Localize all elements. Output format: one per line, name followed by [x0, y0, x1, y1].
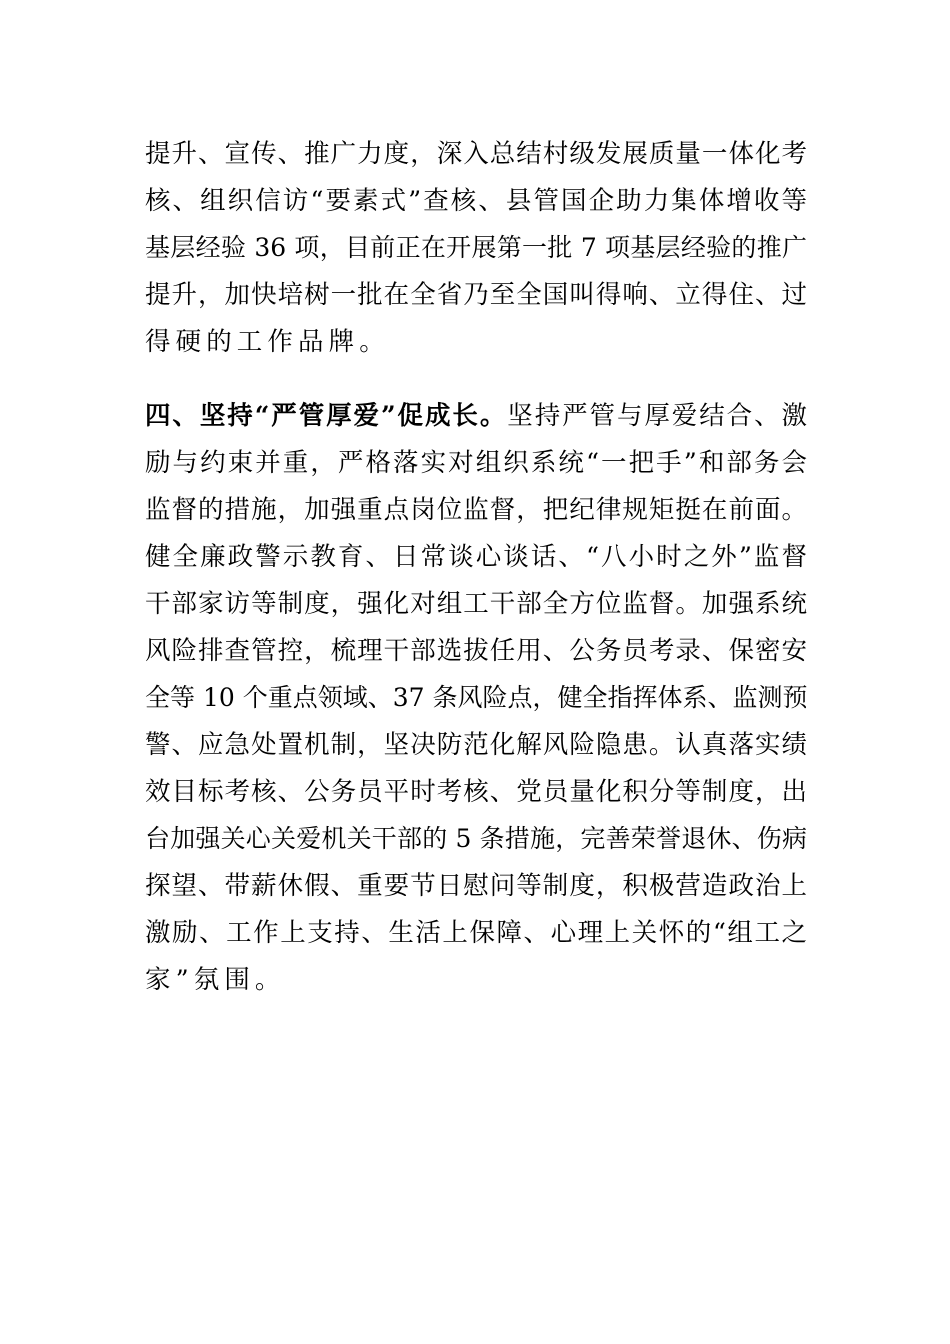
paragraph-2-line-1: [145, 396, 807, 436]
paragraph-2-line-10: 台加强关心关爱机关干部的 5 条措施，完善荣誉退休、伤病: [145, 824, 807, 853]
paragraph-2-line-12: 激励、工作上支持、生活上保障、心理上关怀的“组工之: [145, 918, 807, 948]
section-heading: 四、坚持“严管厚爱”促成长。: [145, 401, 508, 431]
paragraph-1-line-1: 提升、宣传、推广力度，深入总结村级发展质量一体化考: [145, 139, 807, 169]
paragraph-1-line-3: 基层经验 36 项，目前正在开展第一批 7 项基层经验的推广: [145, 233, 807, 262]
paragraph-2-line-7: 全等 10 个重点领域、37 条风险点，健全指挥体系、监测预: [145, 683, 808, 712]
paragraph-2-line-3: 监督的措施，加强重点岗位监督，把纪律规矩挺在前面。: [145, 495, 807, 525]
section-heading-rest: 坚持严管与厚爱结合、激: [507, 401, 807, 431]
paragraph-2-line-6: 风险排查管控，梳理干部选拔任用、公务员考录、保密安: [145, 636, 807, 666]
paragraph-2-line-11: 探望、带薪休假、重要节日慰问等制度，积极营造政治上: [145, 871, 807, 901]
paragraph-2-line-9: 效目标考核、公务员平时考核、党员量化积分等制度，出: [145, 777, 807, 807]
paragraph-2-line-5: 干部家访等制度，强化对组工干部全方位监督。加强系统: [145, 589, 807, 619]
paragraph-2-line-13: 家”氛围。: [145, 965, 286, 995]
paragraph-1-line-5: 得硬的工作品牌。: [145, 327, 390, 357]
paragraph-1-line-2: 核、组织信访“要素式”查核、县管国企助力集体增收等: [145, 186, 807, 216]
paragraph-1-line-4: 提升，加快培树一批在全省乃至全国叫得响、立得住、过: [145, 280, 807, 310]
paragraph-2-line-8: 警、应急处置机制，坚决防范化解风险隐患。认真落实绩: [145, 730, 807, 760]
paragraph-2-line-2: 励与约束并重，严格落实对组织系统“一把手”和部务会: [145, 448, 807, 478]
paragraph-2-line-4: 健全廉政警示教育、日常谈心谈话、“八小时之外”监督: [145, 542, 807, 572]
